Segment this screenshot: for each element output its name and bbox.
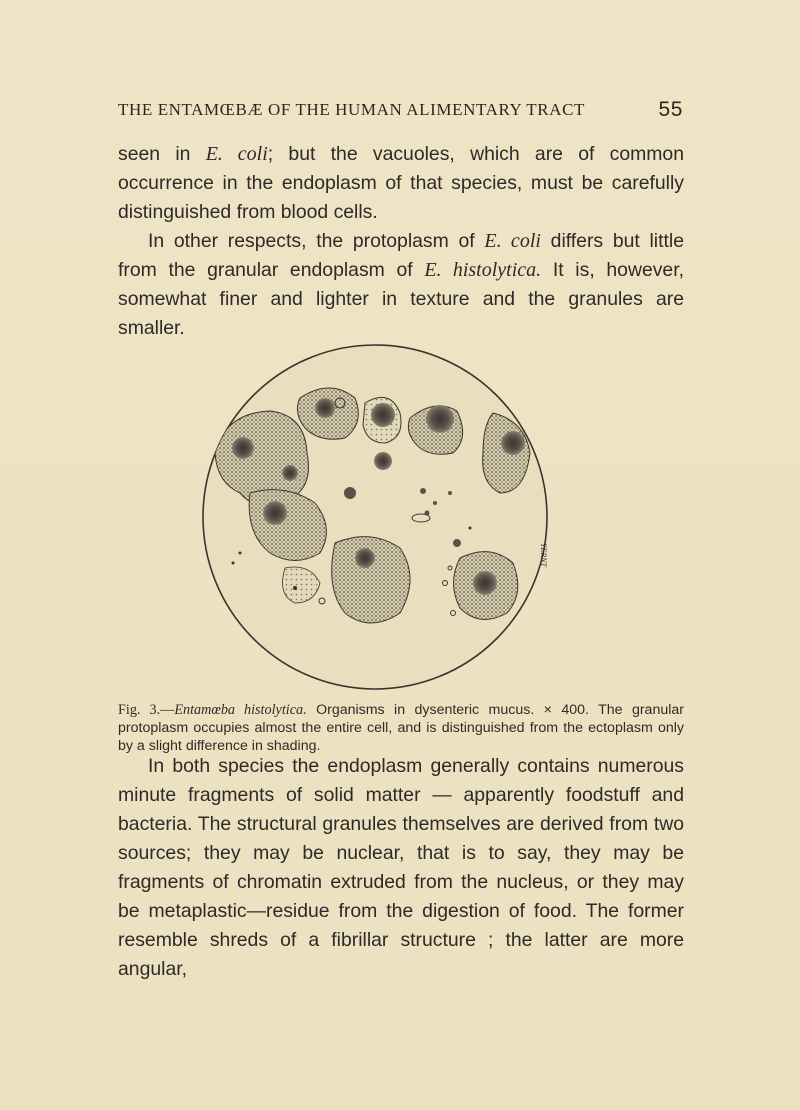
species-name: E. coli	[205, 143, 268, 165]
figure-caption	[118, 701, 684, 755]
nucleus	[232, 437, 254, 459]
figure-microscope-field	[195, 343, 555, 693]
microscope-field-illustration	[195, 343, 555, 693]
organism	[332, 537, 410, 623]
granule	[453, 539, 461, 547]
running-title: THE ENTAMŒBÆ OF THE HUMAN ALIMENTARY TRACT	[118, 100, 586, 119]
granule	[420, 488, 426, 494]
nucleus	[371, 403, 395, 427]
species-name: E. coli	[484, 230, 541, 252]
paragraph-vacuoles	[118, 140, 684, 227]
text-run: differs but little from the granular endoplasm of	[118, 230, 684, 281]
nucleus	[374, 452, 392, 470]
paragraph-endoplasm: In both species the endoplasm generally contains numerous minute fragments of solid matter — apparently foodstuff and bacteria. The structural granules themselves are derived from two sources; they may be nuclear, that is to say, they may be fragments of chromatin extruded from the nucleus, or they may be metaplastic—residue from the digestion of food. The former resemble shreds of a fibrillar structure ; the latter are more angular,	[118, 755, 684, 980]
caption-species: Entamœba histolytica.	[174, 702, 307, 718]
nucleus	[473, 571, 497, 595]
artist-signature: YERNT	[539, 543, 548, 568]
text-run: seen in	[118, 143, 206, 165]
text-run: ; but the vacuoles, which are of common occurrence in the endoplasm of that species, must be carefully distinguished from blood cells.	[118, 143, 684, 223]
granule	[293, 586, 297, 590]
body-text-bottom	[118, 752, 684, 984]
nucleus	[355, 548, 375, 568]
text-run: In other respects, the protoplasm of	[148, 230, 485, 252]
granule	[469, 527, 472, 530]
text-run: It is, however, somewhat finer and lighter in texture and the granules are smaller.	[118, 259, 684, 339]
paragraph-protoplasm	[118, 227, 684, 343]
granule	[433, 501, 437, 505]
granule	[239, 552, 242, 555]
page-number: 55	[658, 98, 683, 121]
nucleus	[315, 398, 335, 418]
figure-label: Fig. 3.—	[118, 702, 175, 718]
species-name: E. histolytica.	[424, 259, 542, 281]
nucleus	[426, 405, 454, 433]
granule	[448, 491, 452, 495]
caption-text: Organisms in dysenteric mucus. × 400. The granular protoplasm occupies almost the entire cell, and is distinguished from the ectoplasm only by a slight difference in shading.	[118, 702, 684, 754]
nucleus	[282, 465, 298, 481]
nucleus	[263, 501, 287, 525]
body-text-top	[118, 140, 684, 343]
granule	[232, 562, 235, 565]
granule	[344, 487, 356, 499]
nucleus	[501, 431, 525, 455]
